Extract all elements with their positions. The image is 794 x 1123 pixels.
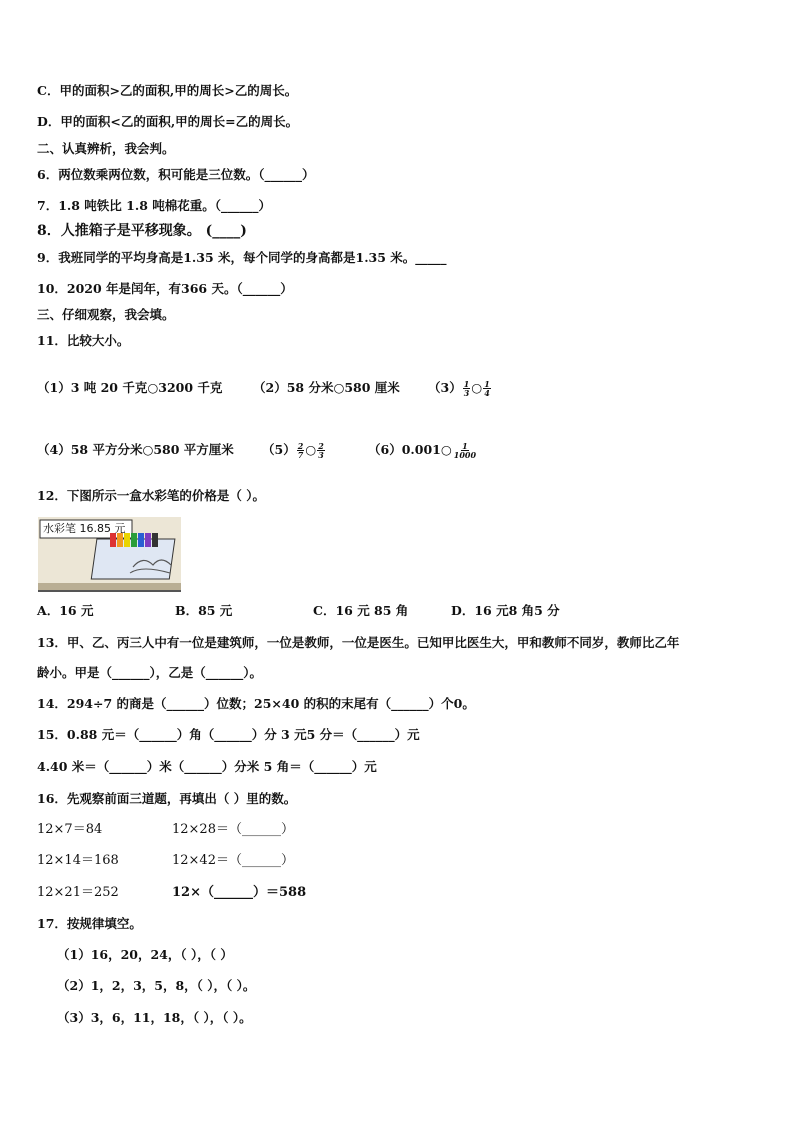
question-12: 12．下图所示一盒水彩笔的价格是（ ）。 xyxy=(37,488,265,503)
question-6: 6．两位数乘两位数，积可能是三位数。（______） xyxy=(37,167,315,182)
watercolor-pen-box-image xyxy=(38,517,181,592)
fraction-two-sevenths: $\frac{2}{7}$ xyxy=(297,441,304,460)
q11-part-2: （2）58 分米○580 厘米 xyxy=(253,380,400,395)
q12-option-d: D．16 元8 角5 分 xyxy=(451,603,560,618)
fraction-one-third: $\frac{1}{3}$ xyxy=(463,379,470,398)
q11-part-3-label: （3） xyxy=(428,380,462,395)
q11-part-5 xyxy=(262,441,326,459)
section-2-heading: 二、认真辨析，我会判。 xyxy=(37,141,175,156)
question-14: 14．294÷7 的商是（______）位数；25×40 的积的末尾有（______）个0。 xyxy=(37,696,475,711)
q17-part-1: （1）16，20，24，（ ），（ ） xyxy=(57,947,233,962)
q11-part-1: （1）3 吨 20 千克○3200 千克 xyxy=(37,380,223,395)
q16-eq-left-1: 12×7＝84 xyxy=(37,822,103,837)
option-d: D．甲的面积<乙的面积,甲的周长=乙的周长。 xyxy=(37,114,299,129)
q11-part-6 xyxy=(368,441,478,459)
q16-eq-left-3: 12×21＝252 xyxy=(37,885,119,900)
price-sign: 水彩笔 16.85 元 xyxy=(43,522,126,535)
q17-part-2: （2）1，2，3，5，8，（ ），（ ）。 xyxy=(57,978,256,993)
section-3-heading: 三、仔细观察，我会填。 xyxy=(37,307,175,322)
q16-eq-right-2: 12×42＝（______） xyxy=(172,853,294,868)
compare-circle: ○ xyxy=(305,442,317,457)
q16-eq-right-3: 12×（______）＝588 xyxy=(172,885,307,900)
question-9: 9．我班同学的平均身高是1.35 米，每个同学的身高都是1.35 米。_____ xyxy=(37,250,447,265)
question-10: 10．2020 年是闰年，有366 天。（______） xyxy=(37,281,293,296)
fraction-two-thirds: $\frac{2}{3}$ xyxy=(318,441,324,460)
q12-option-a: A．16 元 xyxy=(37,603,94,618)
q16-eq-right-1: 12×28＝（______） xyxy=(172,822,294,837)
question-11: 11．比较大小。 xyxy=(37,333,130,348)
q11-part-6-label: （6）0.001○ xyxy=(368,442,452,457)
q12-option-b: B．85 元 xyxy=(175,603,233,618)
q16-eq-left-2: 12×14＝168 xyxy=(37,853,119,868)
fraction-one-thousandth: $\frac{1}{1000}$ xyxy=(453,441,477,460)
question-15-line-1: 15．0.88 元＝（______）角（______）分 3 元5 分＝（______）元 xyxy=(37,727,420,742)
q11-part-3 xyxy=(428,379,492,397)
compare-circle: ○ xyxy=(471,380,483,395)
fraction-one-fourth: $\frac{1}{4}$ xyxy=(484,379,490,398)
q11-part-4: （4）58 平方分米○580 平方厘米 xyxy=(37,442,234,457)
question-15-line-2: 4.40 米＝（______）米（______）分米 5 角＝（______）元 xyxy=(37,759,377,774)
q17-part-3: （3）3，6，11，18，（ ），（ ）。 xyxy=(57,1010,252,1025)
q12-option-c: C．16 元 85 角 xyxy=(313,603,409,618)
question-7: 7．1.8 吨铁比 1.8 吨棉花重。（______） xyxy=(37,198,271,213)
question-13-line-1: 13．甲、乙、丙三人中有一位是建筑师，一位是教师，一位是医生。已知甲比医生大，甲和教师不同岁，教师比乙年 xyxy=(37,635,680,650)
question-16: 16．先观察前面三道题，再填出（ ）里的数。 xyxy=(37,791,297,806)
question-8: 8．人推箱子是平移现象。 (____) xyxy=(37,223,247,239)
question-13-line-2: 龄小。甲是（______），乙是（______）。 xyxy=(37,665,263,680)
question-17: 17．按规律填空。 xyxy=(37,916,142,931)
q11-part-5-label: （5） xyxy=(262,442,296,457)
option-c: C．甲的面积>乙的面积,甲的周长>乙的周长。 xyxy=(37,83,298,98)
